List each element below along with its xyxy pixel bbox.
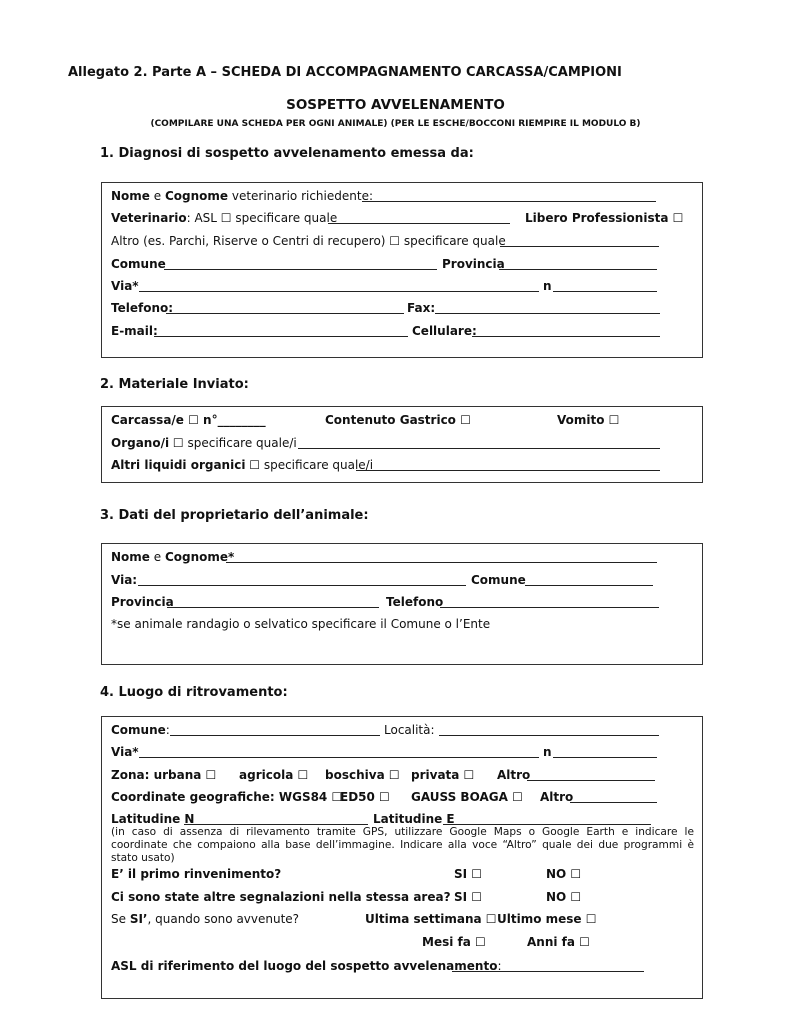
contenuto-gastrico-checkbox[interactable]: Contenuto Gastrico ☐ xyxy=(325,413,471,427)
asl-field[interactable] xyxy=(328,223,510,224)
luogo-comune-label: Comune: xyxy=(111,723,170,737)
altre-si-checkbox[interactable]: SI ☐ xyxy=(454,890,483,904)
ultima-settimana-checkbox[interactable]: Ultima settimana ☐ xyxy=(365,912,497,926)
organo-field[interactable] xyxy=(298,448,660,449)
organo-checkbox[interactable]: Organo/i ☐ specificare quale/i xyxy=(111,436,297,450)
asl-label: Veterinario: ASL ☐ specificare quale xyxy=(111,211,338,225)
luogo-via-field[interactable] xyxy=(139,757,539,758)
latitudine-e-label: Latitudine E xyxy=(373,812,455,826)
owner-telefono-label: Telefono xyxy=(386,595,444,609)
fax-field[interactable] xyxy=(435,313,660,314)
anni-fa-checkbox[interactable]: Anni fa ☐ xyxy=(527,935,590,949)
latitudine-n-label: Latitudine N xyxy=(111,812,195,826)
ed50-checkbox[interactable]: ED50 ☐ xyxy=(340,790,390,804)
fax-label: Fax: xyxy=(407,301,436,315)
section-1-box xyxy=(101,182,703,358)
zona-altro-label: Altro xyxy=(497,768,531,782)
page-subtitle: (COMPILARE UNA SCHEDA PER OGNI ANIMALE) (PER LE ESCHE/BOCCONI RIEMPIRE IL MODULO B) xyxy=(150,119,641,129)
section-1-heading: 1. Diagnosi di sospetto avvelenamento emessa da: xyxy=(100,146,474,161)
altro-label: Altro (es. Parchi, Riserve o Centri di recupero) ☐ specificare quale xyxy=(111,234,506,248)
via-label: Via* xyxy=(111,279,139,293)
carcassa-checkbox[interactable]: Carcassa/e ☐ n°________ xyxy=(111,413,266,427)
asl-riferimento-field[interactable] xyxy=(452,971,644,972)
localita-field[interactable] xyxy=(439,735,659,736)
altre-no-checkbox[interactable]: NO ☐ xyxy=(546,890,582,904)
provincia-field[interactable] xyxy=(499,269,657,270)
section-4-heading: 4. Luogo di ritrovamento: xyxy=(100,685,288,700)
libero-professionista-checkbox[interactable]: Libero Professionista ☐ xyxy=(525,211,684,225)
owner-name-field[interactable] xyxy=(226,562,657,563)
luogo-comune-field[interactable] xyxy=(170,735,380,736)
altro-field[interactable] xyxy=(500,246,659,247)
liquidi-field[interactable] xyxy=(356,470,660,471)
annex-heading: Allegato 2. Parte A – SCHEDA DI ACCOMPAGNAMENTO CARCASSA/CAMPIONI xyxy=(68,65,622,80)
ultimo-mese-checkbox[interactable]: Ultimo mese ☐ xyxy=(497,912,597,926)
owner-comune-field[interactable] xyxy=(525,585,653,586)
mesi-fa-checkbox[interactable]: Mesi fa ☐ xyxy=(422,935,486,949)
primo-rinvenimento-label: E’ il primo rinvenimento? xyxy=(111,867,282,881)
primo-si-checkbox[interactable]: SI ☐ xyxy=(454,867,483,881)
owner-name-label: Nome e Cognome* xyxy=(111,550,235,564)
owner-comune-label: Comune xyxy=(471,573,526,587)
vet-name-label: Nome e Cognome veterinario richiedente: xyxy=(111,189,373,203)
luogo-numero-label: n xyxy=(543,745,552,759)
page-title: SOSPETTO AVVELENAMENTO xyxy=(286,97,505,113)
localita-label: Località: xyxy=(384,723,435,737)
email-label: E-mail: xyxy=(111,324,158,338)
telefono-field[interactable] xyxy=(166,313,404,314)
via-field[interactable] xyxy=(139,291,539,292)
luogo-via-label: Via* xyxy=(111,745,139,759)
vomito-checkbox[interactable]: Vomito ☐ xyxy=(557,413,620,427)
numero-field[interactable] xyxy=(553,291,657,292)
owner-via-field[interactable] xyxy=(138,585,466,586)
owner-note: *se animale randagio o selvatico specificare il Comune o l’Ente xyxy=(111,617,491,631)
primo-no-checkbox[interactable]: NO ☐ xyxy=(546,867,582,881)
owner-telefono-field[interactable] xyxy=(440,607,659,608)
coord-altro-field[interactable] xyxy=(570,802,657,803)
zona-agricola-checkbox[interactable]: agricola ☐ xyxy=(239,768,309,782)
zona-altro-field[interactable] xyxy=(527,780,655,781)
owner-provincia-label: Provincia xyxy=(111,595,174,609)
vet-name-field[interactable] xyxy=(362,201,656,202)
comune-field[interactable] xyxy=(164,269,437,270)
telefono-label: Telefono: xyxy=(111,301,174,315)
owner-via-label: Via: xyxy=(111,573,138,587)
email-field[interactable] xyxy=(154,336,408,337)
cellulare-field[interactable] xyxy=(472,336,660,337)
zona-urbana-checkbox[interactable]: Zona: urbana ☐ xyxy=(111,768,217,782)
coord-altro-label: Altro xyxy=(540,790,574,804)
section-2-heading: 2. Materiale Inviato: xyxy=(100,377,249,392)
latitudine-n-field[interactable] xyxy=(184,824,368,825)
numero-label: n xyxy=(543,279,552,293)
owner-provincia-field[interactable] xyxy=(167,607,379,608)
altre-segnalazioni-label: Ci sono state altre segnalazioni nella stessa area? xyxy=(111,890,451,904)
asl-riferimento-label: ASL di riferimento del luogo del sospetto avvelenamento: xyxy=(111,959,502,973)
wgs84-checkbox[interactable]: Coordinate geografiche: WGS84 ☐ xyxy=(111,790,343,804)
zona-boschiva-checkbox[interactable]: boschiva ☐ xyxy=(325,768,400,782)
latitudine-e-field[interactable] xyxy=(443,824,651,825)
luogo-numero-field[interactable] xyxy=(553,757,657,758)
cellulare-label: Cellulare: xyxy=(412,324,477,338)
quando-label: Se SI’, quando sono avvenute? xyxy=(111,912,300,926)
liquidi-checkbox[interactable]: Altri liquidi organici ☐ specificare quale/i xyxy=(111,458,374,472)
provincia-label: Provincia xyxy=(442,257,505,271)
gps-note: (in caso di assenza di rilevamento tramite GPS, utilizzare Google Maps o Google Earth e indicare le coordinate che compaiono alla base dell’immagine. Indicare alla voce “Altro” quale dei due programmi è stato usato) xyxy=(111,826,694,864)
zona-privata-checkbox[interactable]: privata ☐ xyxy=(411,768,475,782)
gauss-boaga-checkbox[interactable]: GAUSS BOAGA ☐ xyxy=(411,790,523,804)
section-3-heading: 3. Dati del proprietario dell’animale: xyxy=(100,508,369,523)
comune-label: Comune xyxy=(111,257,166,271)
